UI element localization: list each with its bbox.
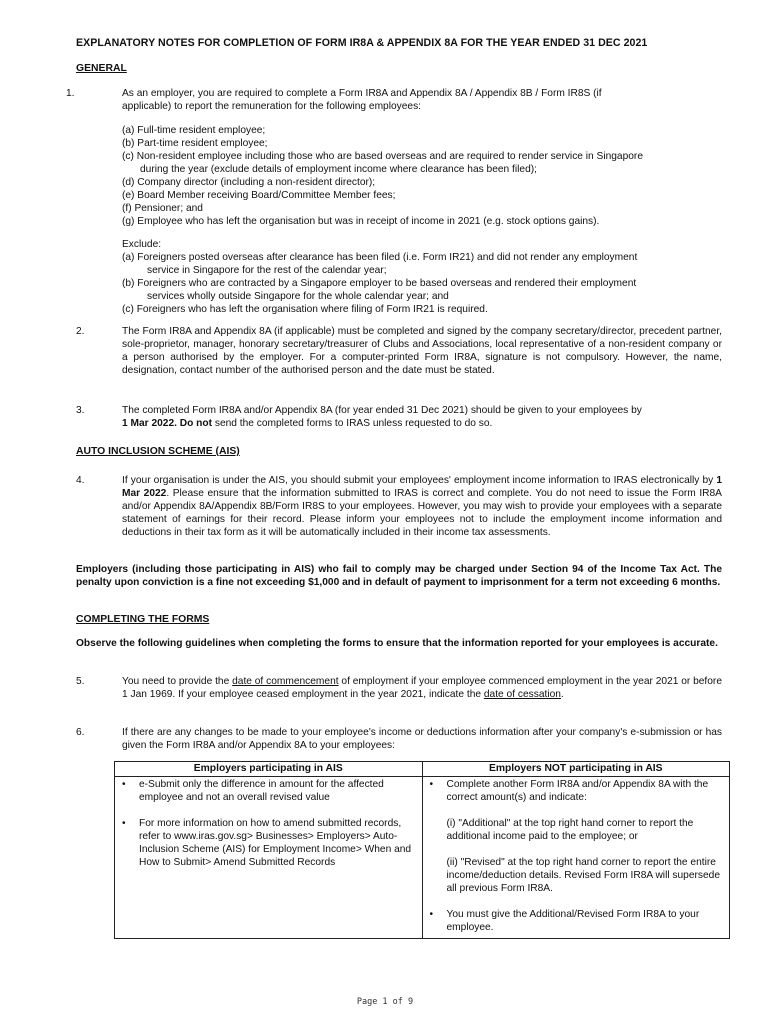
item-number: 5.	[76, 676, 85, 687]
list-item	[427, 908, 726, 934]
item2-text: The Form IR8A and Appendix 8A (if applicable) must be completed and signed by the company secretary/director, precedent partner, sole-proprietor, manager, honorary secretary/treasurer of Clubs and Associations, local representative of a non-resident company or a person authorised by the employer. For a computer-printed Form IR8A, signature is not compulsory. However, the name, designation, contact number of the authorised person and the date must be stated.	[122, 326, 722, 376]
item3-text	[122, 404, 724, 430]
non-ais-bullet-text: You must give the Additional/Revised Form IR8A to your employee.	[446, 909, 700, 933]
item-number: 1.	[66, 88, 75, 99]
item-number: 3.	[76, 405, 85, 416]
list-item: service in Singapore for the rest of the calendar year;	[147, 265, 387, 276]
list-item: (c) Non-resident employee including those who are based overseas and are required to render service in Singapore	[122, 151, 643, 162]
list-item: (e) Board Member receiving Board/Committee Member fees;	[122, 190, 396, 201]
cessation-term: date of cessation	[483, 689, 561, 700]
ais-bullet-text: e-Submit only the difference in amount for the affected employee and not an overall revised value	[139, 779, 384, 803]
list-item	[119, 817, 418, 869]
table-header-non-ais: Employers NOT participating in AIS	[422, 762, 730, 777]
list-item: (g) Employee who has left the organisation but was in receipt of income in 2021 (e.g. stock options gains).	[122, 216, 600, 227]
item4-text-a: If your organisation is under the AIS, you should submit your employees' employment income information to IRAS electronically by	[122, 475, 717, 486]
list-item: (a) Full-time resident employee;	[122, 125, 266, 136]
commencement-term: date of commencement	[232, 676, 339, 687]
exclude-list	[122, 238, 637, 316]
item1-line1: As an employer, you are required to complete a Form IR8A and Appendix 8A / Appendix 8B / Form IR8S (if	[122, 88, 602, 99]
item4-deadline: 1 Mar 2022	[122, 475, 722, 499]
page-title: EXPLANATORY NOTES FOR COMPLETION OF FORM IR8A & APPENDIX 8A FOR THE YEAR ENDED 31 DEC 2021	[76, 37, 648, 49]
page-number: Page 1 of 9	[356, 997, 414, 1007]
bullet-icon: •	[429, 779, 434, 790]
additional-option: (i) "Additional" at the top right hand corner to report the additional income paid to the employee; or	[446, 818, 694, 842]
list-item: during the year (exclude details of employment income where clearance has been filed);	[140, 164, 537, 175]
list-item	[427, 778, 726, 804]
item6-text: If there are any changes to be made to your employee's income or deductions information after your company's e-submission or has given the Form IR8A and/or Appendix 8A to your employees:	[122, 727, 722, 751]
ais-heading: AUTO INCLUSION SCHEME (AIS)	[76, 446, 240, 457]
item4-text	[122, 474, 722, 539]
list-item: (b) Foreigners who are contracted by a Singapore employer to be based overseas and rendered their employment	[122, 278, 637, 289]
item5-text-b: of employment if your employee commenced employment in the year 2021 or before 1 Jan 1969. If your employee ceased employment in the year 2021, indicate the	[122, 676, 722, 700]
bullet-icon: •	[122, 818, 126, 829]
item4-text-b: . Please ensure that the information submitted to IRAS is correct and complete. You do not need to issue the Form IR8A and/or Appendix 8A/Appendix 8B/Form IR8S to your employees. However, you may wish to provide your employees with a separate statement of earnings for their record. Please inform your employees not to include the employment income information and deductions in their tax form as it will be automatically included in their income tax assessments.	[122, 488, 722, 538]
completing-heading: COMPLETING THE FORMS	[76, 614, 210, 625]
observe-note: Observe the following guidelines when completing the forms to ensure that the information reported for your employees is accurate.	[76, 638, 718, 649]
item-number: 4.	[76, 475, 85, 486]
bullet-icon: •	[429, 909, 434, 920]
general-heading: GENERAL	[76, 63, 127, 74]
list-item: (c) Foreigners who has left the organisation where filing of Form IR21 is required.	[122, 304, 488, 315]
exclude-label: Exclude:	[122, 239, 162, 250]
item-number: 6.	[76, 727, 85, 738]
deadline-text: 1 Mar 2022. Do not	[122, 418, 213, 429]
list-item: services wholly outside Singapore for the whole calendar year; and	[147, 291, 449, 302]
list-item: (a) Foreigners posted overseas after clearance has been filed (i.e. Form IR21) and did not render any employment	[122, 252, 638, 263]
table-cell-ais	[115, 777, 423, 939]
amendment-table	[114, 761, 730, 939]
item-number: 2.	[76, 326, 85, 337]
list-item: (b) Part-time resident employee;	[122, 138, 268, 149]
list-item	[119, 778, 418, 804]
revised-option: (ii) "Revised" at the top right hand corner to report the entire income/deduction details. Revised Form IR8A will supersede all previous Form IR8A.	[446, 857, 720, 894]
list-item: (d) Company director (including a non-resident director);	[122, 177, 376, 188]
bullet-icon: •	[122, 779, 126, 790]
non-ais-bullet-text: Complete another Form IR8A and/or Appendix 8A with the correct amount(s) and indicate:	[446, 779, 709, 803]
list-item: (f) Pensioner; and	[122, 203, 203, 214]
item3-line1: The completed Form IR8A and/or Appendix 8A (for year ended 31 Dec 2021) should be given to your employees by	[122, 405, 642, 416]
penalty-notice: Employers (including those participating in AIS) who fail to comply may be charged under Section 94 of the Income Tax Act. The penalty upon conviction is a fine not exceeding $1,000 and in default of payment to imprisonment for a term not exceeding 6 months.	[76, 564, 722, 588]
item3-line2: send the completed forms to IRAS unless requested to do so.	[212, 418, 493, 429]
table-cell-non-ais	[422, 777, 730, 939]
item1-line2: applicable) to report the remuneration for the following employees:	[122, 101, 421, 112]
item5-text-a: You need to provide the	[122, 676, 233, 687]
item5-text	[122, 675, 722, 701]
ais-bullet-text: For more information on how to amend submitted records, refer to www.iras.gov.sg> Businesses> Employers> Auto-Inclusion Scheme (AIS) for Employment Income> When and How to Submit> Amend Submitted Records	[139, 818, 412, 868]
employee-type-list	[122, 124, 643, 228]
item5-text-c: .	[560, 689, 564, 700]
table-header-ais: Employers participating in AIS	[115, 762, 423, 777]
